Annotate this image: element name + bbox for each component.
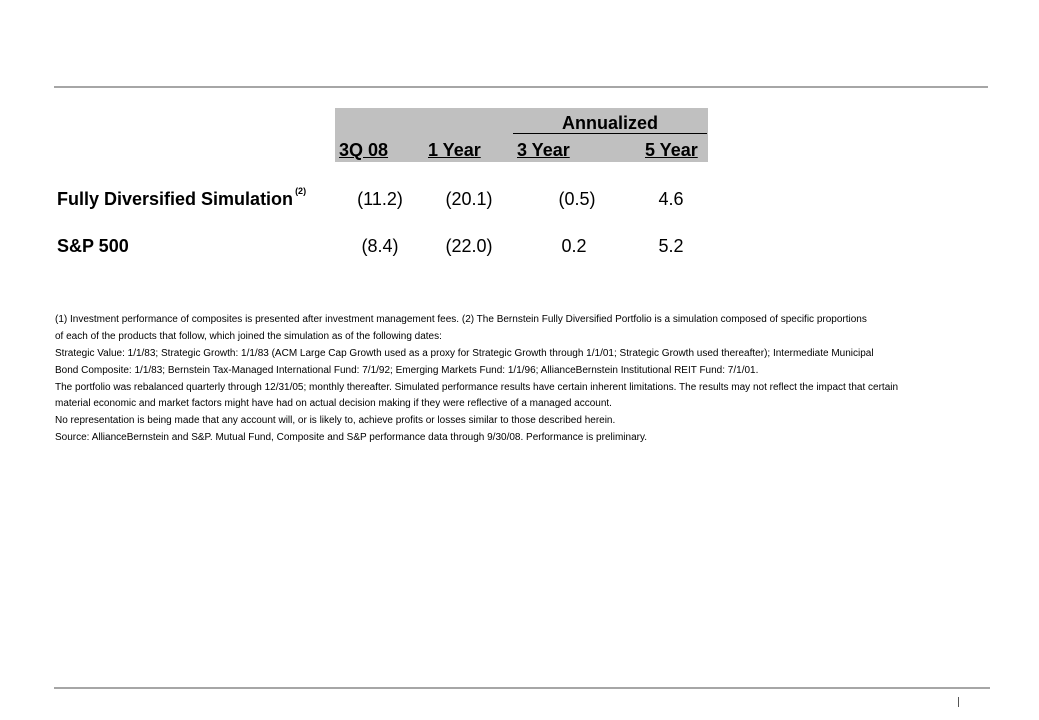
annualized-label: Annualized bbox=[561, 113, 658, 133]
page-marker bbox=[958, 697, 959, 707]
footnote-marker: (2) bbox=[295, 186, 307, 196]
table-cell: 4.6 bbox=[658, 189, 684, 209]
footnote-line: (1) Investment performance of composites is presented after investment management fees. (2) The Bernstein Fully Diversified Portfolio is a simulation composed of specific proportions bbox=[55, 314, 867, 325]
table-cell: (0.5) bbox=[558, 189, 596, 209]
column-header-3-year: 3 Year bbox=[517, 140, 570, 160]
table-cell: (22.0) bbox=[445, 236, 493, 256]
table-cell: 5.2 bbox=[658, 236, 684, 256]
footnote-line: material economic and market factors might have had on actual decision making if they were reflective of a managed account. bbox=[55, 398, 612, 410]
footnote-line: Source: AllianceBernstein and S&P. Mutual Fund, Composite and S&P performance data through 9/30/08. Performance is preliminary. bbox=[55, 432, 647, 444]
footnotes bbox=[55, 312, 995, 447]
row-label-sp500 bbox=[57, 236, 129, 257]
footnote-line: Bond Composite: 1/1/83; Bernstein Tax-Managed International Fund: 7/1/92; Emerging Markets Fund: 1/1/96; AllianceBernstein Institutional REIT Fund: 7/1/01. bbox=[55, 364, 759, 376]
footnote-line: The portfolio was rebalanced quarterly through 12/31/05; monthly thereafter. Simulated performance results have certain inherent limitations. The results may not reflect the impact that certain bbox=[55, 381, 899, 393]
bottom-rule bbox=[54, 687, 990, 689]
footnote-line: of each of the products that follow, which joined the simulation as of the following dates: bbox=[55, 330, 442, 342]
row-label-fully-diversified bbox=[57, 186, 307, 210]
footnote-line: No representation is being made that any account will, or is likely to, achieve profits or losses similar to those described herein. bbox=[55, 415, 616, 427]
top-rule bbox=[54, 86, 988, 88]
footnote-line: Strategic Value: 1/1/83; Strategic Growth: 1/1/83 (ACM Large Cap Growth used as a proxy for Strategic Growth through 1/1/01; Strategic Growth used thereafter); Intermediate Municipal bbox=[55, 347, 874, 359]
table-cell: 0.2 bbox=[561, 236, 587, 256]
column-header-5-year: 5 Year bbox=[645, 140, 698, 160]
row-label-text: Fully Diversified Simulation bbox=[57, 189, 294, 209]
table-cell: (11.2) bbox=[357, 189, 403, 209]
row-label-text: S&P 500 bbox=[57, 236, 129, 256]
column-header-3q08: 3Q 08 bbox=[339, 140, 389, 160]
annualized-underline bbox=[513, 133, 707, 134]
column-header-1-year: 1 Year bbox=[428, 140, 481, 160]
table-cell: (8.4) bbox=[361, 236, 399, 256]
table-cell: (20.1) bbox=[445, 189, 493, 209]
